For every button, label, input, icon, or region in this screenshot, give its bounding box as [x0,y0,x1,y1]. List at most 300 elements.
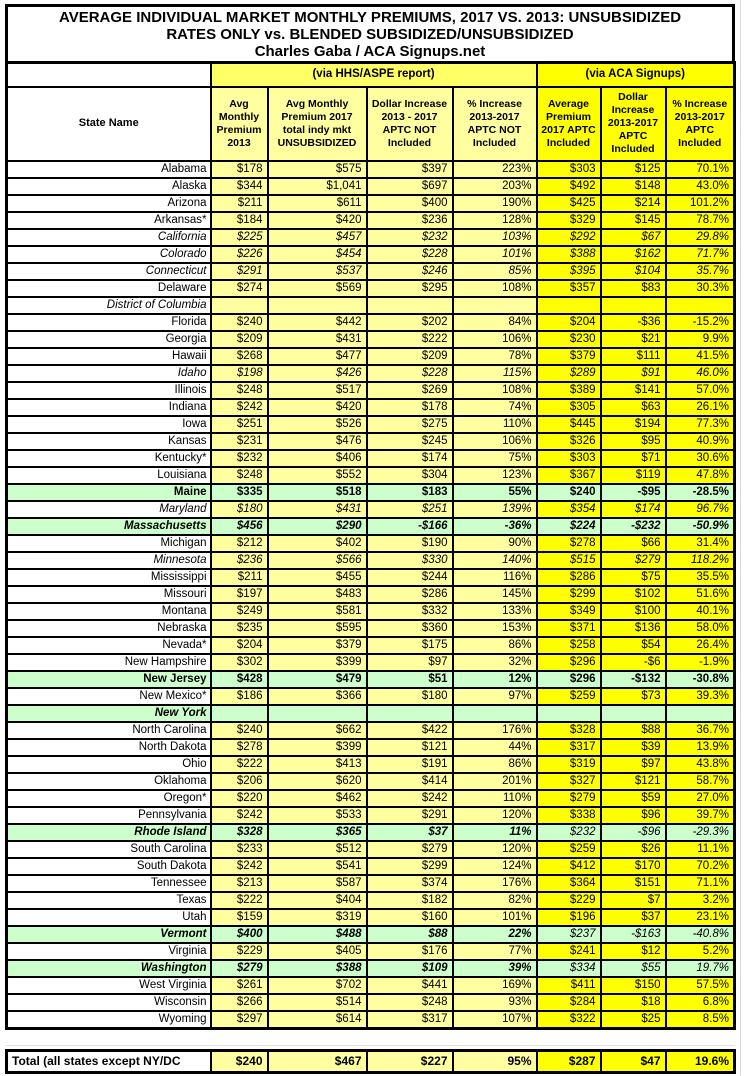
pct-increase-aptc-cell: 39.3% [666,688,735,705]
premium-2017-aptc-cell: $515 [537,552,601,569]
pct-increase-aptc-cell: -40.8% [666,926,735,943]
dollar-increase-aptc-cell: $12 [601,943,666,960]
state-name-cell: Utah [7,909,211,926]
pct-increase-aptc-cell: 30.3% [666,280,735,297]
premium-2013-cell: $240 [211,722,268,739]
state-name-cell: Vermont [7,926,211,943]
pct-increase-aptc-cell: -29.3% [666,824,735,841]
pct-increase-no-aptc-cell: 32% [453,654,537,671]
premium-2017-aptc-cell: $371 [537,620,601,637]
col-header-pct-increase-no-aptc: % Increase 2013-2017 APTC NOT Included [453,87,537,161]
premium-2013-cell: $186 [211,688,268,705]
dollar-increase-no-aptc-cell: $160 [367,909,453,926]
pct-increase-no-aptc-cell: 101% [453,909,537,926]
dollar-increase-no-aptc-cell: $176 [367,943,453,960]
dollar-increase-aptc-cell: $151 [601,875,666,892]
state-name-cell: Florida [7,314,211,331]
premium-2017-unsubsidized-cell: $518 [268,484,367,501]
premium-2017-unsubsidized-cell: $442 [268,314,367,331]
dollar-increase-aptc-cell: $100 [601,603,666,620]
premium-2013-cell: $180 [211,501,268,518]
premium-2017-aptc-cell: $240 [537,484,601,501]
dollar-increase-aptc-cell: $96 [601,807,666,824]
total-pct-increase-no-aptc-cell: 95% [453,1050,537,1072]
state-name-cell: Arkansas* [7,212,211,229]
dollar-increase-aptc-cell: $111 [601,348,666,365]
state-name-cell: Nebraska [7,620,211,637]
dollar-increase-no-aptc-cell: $697 [367,178,453,195]
premium-2017-aptc-cell: $349 [537,603,601,620]
dollar-increase-aptc-cell: -$132 [601,671,666,688]
premium-2017-unsubsidized-cell [268,705,367,722]
state-name-cell: North Dakota [7,739,211,756]
state-name-cell: South Carolina [7,841,211,858]
premium-2013-cell: $178 [211,161,268,178]
premium-2017-unsubsidized-cell: $533 [268,807,367,824]
premium-2017-aptc-cell: $299 [537,586,601,603]
premium-2017-unsubsidized-cell: $455 [268,569,367,586]
table-row [7,909,735,926]
state-name-cell: Montana [7,603,211,620]
dollar-increase-aptc-cell: $174 [601,501,666,518]
pct-increase-aptc-cell: 77.3% [666,416,735,433]
table-row [7,399,735,416]
premium-2013-cell: $266 [211,994,268,1011]
premium-2017-unsubsidized-cell: $620 [268,773,367,790]
table-row [7,960,735,977]
dollar-increase-aptc-cell: -$96 [601,824,666,841]
premium-2017-unsubsidized-cell: $566 [268,552,367,569]
dollar-increase-aptc-cell: $91 [601,365,666,382]
premium-2017-unsubsidized-cell: $569 [268,280,367,297]
pct-increase-no-aptc-cell: 82% [453,892,537,909]
dollar-increase-no-aptc-cell: $242 [367,790,453,807]
dollar-increase-aptc-cell: $71 [601,450,666,467]
premium-2017-aptc-cell: $224 [537,518,601,535]
table-row [7,875,735,892]
pct-increase-no-aptc-cell: 201% [453,773,537,790]
pct-increase-aptc-cell: 31.4% [666,535,735,552]
premium-2013-cell: $198 [211,365,268,382]
premium-2013-cell: $400 [211,926,268,943]
dollar-increase-aptc-cell: -$163 [601,926,666,943]
pct-increase-no-aptc-cell: 124% [453,858,537,875]
state-name-cell: West Virginia [7,977,211,994]
state-name-cell: Hawaii [7,348,211,365]
dollar-increase-no-aptc-cell: $286 [367,586,453,603]
premium-2013-cell: $209 [211,331,268,348]
table-row [7,722,735,739]
premium-2017-unsubsidized-cell: $431 [268,501,367,518]
premium-2017-aptc-cell: $327 [537,773,601,790]
pct-increase-no-aptc-cell: 140% [453,552,537,569]
dollar-increase-no-aptc-cell: $202 [367,314,453,331]
pct-increase-no-aptc-cell: 106% [453,433,537,450]
dollar-increase-aptc-cell: $214 [601,195,666,212]
dollar-increase-aptc-cell: $73 [601,688,666,705]
premium-2017-unsubsidized-cell: $512 [268,841,367,858]
state-name-cell: Kentucky* [7,450,211,467]
premium-2013-cell: $212 [211,535,268,552]
premium-2017-aptc-cell: $317 [537,739,601,756]
dollar-increase-no-aptc-cell [367,297,453,314]
pct-increase-aptc-cell [666,297,735,314]
premium-2017-aptc-cell: $425 [537,195,601,212]
group-header-hhs: (via HHS/ASPE report) [211,63,537,87]
table-row [7,365,735,382]
pct-increase-aptc-cell: 36.7% [666,722,735,739]
pct-increase-no-aptc-cell: 86% [453,637,537,654]
state-name-cell: Rhode Island [7,824,211,841]
premium-2013-cell: $268 [211,348,268,365]
state-name-cell: Iowa [7,416,211,433]
pct-increase-no-aptc-cell: 84% [453,314,537,331]
premium-2013-cell: $231 [211,433,268,450]
table-row [7,161,735,178]
pct-increase-aptc-cell: 71.7% [666,246,735,263]
pct-increase-aptc-cell: 71.1% [666,875,735,892]
dollar-increase-aptc-cell: $21 [601,331,666,348]
dollar-increase-no-aptc-cell: $317 [367,1011,453,1029]
dollar-increase-no-aptc-cell: $374 [367,875,453,892]
title-line-3: Charles Gaba / ACA Signups.net [254,43,486,60]
table-row [7,314,735,331]
premium-2017-aptc-cell [537,297,601,314]
dollar-increase-no-aptc-cell: $228 [367,365,453,382]
table-row [7,994,735,1011]
premium-2017-aptc-cell: $237 [537,926,601,943]
dollar-increase-no-aptc-cell: $121 [367,739,453,756]
dollar-increase-no-aptc-cell: $109 [367,960,453,977]
premium-2017-unsubsidized-cell: $541 [268,858,367,875]
pct-increase-no-aptc-cell: 203% [453,178,537,195]
premium-2017-aptc-cell: $303 [537,161,601,178]
dollar-increase-aptc-cell [601,297,666,314]
premium-2017-aptc-cell: $445 [537,416,601,433]
pct-increase-no-aptc-cell: 93% [453,994,537,1011]
premium-2017-unsubsidized-cell: $483 [268,586,367,603]
pct-increase-aptc-cell: 57.0% [666,382,735,399]
total-row [7,1050,735,1072]
pct-increase-no-aptc-cell: 12% [453,671,537,688]
dollar-increase-aptc-cell: $37 [601,909,666,926]
premium-2017-aptc-cell: $329 [537,212,601,229]
premium-2017-unsubsidized-cell: $402 [268,535,367,552]
pct-increase-no-aptc-cell: 106% [453,331,537,348]
state-name-cell: Alabama [7,161,211,178]
dollar-increase-aptc-cell: $136 [601,620,666,637]
dollar-increase-no-aptc-cell: $330 [367,552,453,569]
dollar-increase-aptc-cell: $54 [601,637,666,654]
premium-2017-aptc-cell: $388 [537,246,601,263]
pct-increase-no-aptc-cell: 153% [453,620,537,637]
premium-2013-cell: $428 [211,671,268,688]
pct-increase-no-aptc-cell: -36% [453,518,537,535]
premium-2017-unsubsidized-cell: $595 [268,620,367,637]
col-header-premium-2017-unsubsidized: Avg Monthly Premium 2017 total indy mkt UNSUBSIDIZED [268,87,367,161]
premium-2013-cell: $248 [211,382,268,399]
table-row [7,229,735,246]
pct-increase-aptc-cell: 101.2% [666,195,735,212]
dollar-increase-aptc-cell: $67 [601,229,666,246]
premium-2017-unsubsidized-cell: $662 [268,722,367,739]
state-name-cell: New Jersey [7,671,211,688]
dollar-increase-aptc-cell: $75 [601,569,666,586]
table-row [7,586,735,603]
state-name-cell: Michigan [7,535,211,552]
premium-2017-aptc-cell: $232 [537,824,601,841]
table-row [7,620,735,637]
table-row [7,501,735,518]
premium-2017-aptc-cell: $379 [537,348,601,365]
pct-increase-no-aptc-cell: 108% [453,280,537,297]
premium-2017-aptc-cell: $296 [537,671,601,688]
state-name-cell: Alaska [7,178,211,195]
dollar-increase-no-aptc-cell: $191 [367,756,453,773]
table-row [7,858,735,875]
pct-increase-aptc-cell: 41.5% [666,348,735,365]
table-row [7,331,735,348]
table-row [7,756,735,773]
pct-increase-aptc-cell: 26.4% [666,637,735,654]
premium-2013-cell: $206 [211,773,268,790]
table-row [7,892,735,909]
premium-2013-cell: $213 [211,875,268,892]
premium-2017-unsubsidized-cell: $614 [268,1011,367,1029]
pct-increase-no-aptc-cell: 103% [453,229,537,246]
pct-increase-aptc-cell: 40.1% [666,603,735,620]
state-name-cell: Oklahoma [7,773,211,790]
state-name-cell: Idaho [7,365,211,382]
column-header-row [7,87,735,161]
pct-increase-aptc-cell: 29.8% [666,229,735,246]
pct-increase-aptc-cell: 8.5% [666,1011,735,1029]
premium-2017-aptc-cell [537,705,601,722]
premium-2013-cell: $456 [211,518,268,535]
table-row [7,977,735,994]
table-row [7,297,735,314]
premium-2017-unsubsidized-cell: $404 [268,892,367,909]
pct-increase-aptc-cell: 58.7% [666,773,735,790]
premium-2017-unsubsidized-cell: $413 [268,756,367,773]
premium-2017-unsubsidized-cell: $457 [268,229,367,246]
state-name-cell: New Hampshire [7,654,211,671]
state-name-cell: District of Columbia [7,297,211,314]
dollar-increase-no-aptc-cell: $236 [367,212,453,229]
premium-2013-cell: $278 [211,739,268,756]
premium-2017-unsubsidized-cell: $454 [268,246,367,263]
table-row [7,467,735,484]
premium-2013-cell: $204 [211,637,268,654]
table-row [7,943,735,960]
dollar-increase-no-aptc-cell: $291 [367,807,453,824]
table-row [7,433,735,450]
premium-2017-unsubsidized-cell: $399 [268,739,367,756]
total-dollar-increase-aptc-cell: $47 [601,1050,666,1072]
pct-increase-no-aptc-cell: 107% [453,1011,537,1029]
state-name-cell: Nevada* [7,637,211,654]
premium-2017-aptc-cell: $326 [537,433,601,450]
col-header-state-name: State Name [7,87,211,161]
dollar-increase-aptc-cell: $63 [601,399,666,416]
state-name-cell: Ohio [7,756,211,773]
dollar-increase-no-aptc-cell: $88 [367,926,453,943]
premium-2013-cell: $274 [211,280,268,297]
dollar-increase-no-aptc-cell: $228 [367,246,453,263]
pct-increase-no-aptc-cell: 139% [453,501,537,518]
pct-increase-no-aptc-cell: 190% [453,195,537,212]
pct-increase-aptc-cell: 40.9% [666,433,735,450]
dollar-increase-aptc-cell: $121 [601,773,666,790]
col-header-premium-2013: Avg Monthly Premium 2013 [211,87,268,161]
table-row [7,841,735,858]
pct-increase-aptc-cell: 57.5% [666,977,735,994]
pct-increase-aptc-cell: -28.5% [666,484,735,501]
table-row [7,654,735,671]
dollar-increase-aptc-cell: -$6 [601,654,666,671]
premium-2013-cell: $248 [211,467,268,484]
premium-2017-unsubsidized-cell: $537 [268,263,367,280]
dollar-increase-no-aptc-cell: $275 [367,416,453,433]
dollar-increase-no-aptc-cell: $299 [367,858,453,875]
premium-2013-cell: $251 [211,416,268,433]
dollar-increase-aptc-cell: $39 [601,739,666,756]
dollar-increase-aptc-cell [601,705,666,722]
pct-increase-aptc-cell: 6.8% [666,994,735,1011]
premium-2017-unsubsidized-cell: $514 [268,994,367,1011]
total-dollar-increase-no-aptc-cell: $227 [367,1050,453,1072]
col-header-dollar-increase-aptc: Dollar Increase 2013-2017 APTC Included [601,87,666,161]
table-row [7,603,735,620]
total-premium-2017-aptc-cell: $287 [537,1050,601,1072]
state-name-cell: Arizona [7,195,211,212]
table-row [7,824,735,841]
pct-increase-no-aptc-cell: 128% [453,212,537,229]
premium-2017-aptc-cell: $279 [537,790,601,807]
total-premium-2013-cell: $240 [211,1050,268,1072]
premium-2013-cell: $335 [211,484,268,501]
dollar-increase-aptc-cell: $125 [601,161,666,178]
premium-2017-aptc-cell: $259 [537,841,601,858]
dollar-increase-aptc-cell: $104 [601,263,666,280]
pct-increase-aptc-cell: 118.2% [666,552,735,569]
table-row [7,382,735,399]
premium-2017-unsubsidized-cell: $426 [268,365,367,382]
premium-2013-cell: $220 [211,790,268,807]
premium-2013-cell: $222 [211,756,268,773]
premium-2017-aptc-cell: $334 [537,960,601,977]
col-header-dollar-increase-no-aptc: Dollar Increase 2013 - 2017 APTC NOT Included [367,87,453,161]
pct-increase-aptc-cell: 9.9% [666,331,735,348]
table-row [7,739,735,756]
dollar-increase-aptc-cell: $279 [601,552,666,569]
dollar-increase-no-aptc-cell: $269 [367,382,453,399]
premium-2017-unsubsidized-cell: $388 [268,960,367,977]
table-row [7,178,735,195]
pct-increase-no-aptc-cell: 115% [453,365,537,382]
pct-increase-no-aptc-cell: 110% [453,416,537,433]
premium-2013-cell [211,297,268,314]
pct-increase-no-aptc-cell: 75% [453,450,537,467]
premium-2017-aptc-cell: $204 [537,314,601,331]
dollar-increase-no-aptc-cell: $441 [367,977,453,994]
pct-increase-no-aptc-cell: 77% [453,943,537,960]
state-name-cell: Delaware [7,280,211,297]
pct-increase-aptc-cell: 35.5% [666,569,735,586]
premium-2017-unsubsidized-cell: $476 [268,433,367,450]
premium-2013-cell: $328 [211,824,268,841]
pct-increase-aptc-cell: 70.1% [666,161,735,178]
premium-2017-unsubsidized-cell: $611 [268,195,367,212]
dollar-increase-no-aptc-cell: $180 [367,688,453,705]
pct-increase-no-aptc-cell: 101% [453,246,537,263]
dollar-increase-aptc-cell: $18 [601,994,666,1011]
dollar-increase-aptc-cell: $83 [601,280,666,297]
state-name-cell: Wisconsin [7,994,211,1011]
pct-increase-aptc-cell: 27.0% [666,790,735,807]
premium-2013-cell: $233 [211,841,268,858]
premium-2017-aptc-cell: $258 [537,637,601,654]
dollar-increase-aptc-cell: $26 [601,841,666,858]
state-name-cell: Oregon* [7,790,211,807]
premium-2013-cell: $222 [211,892,268,909]
state-name-cell: Mississippi [7,569,211,586]
pct-increase-no-aptc-cell: 116% [453,569,537,586]
dollar-increase-aptc-cell: $95 [601,433,666,450]
premium-2017-unsubsidized-cell [268,297,367,314]
premium-2017-aptc-cell: $229 [537,892,601,909]
premium-2017-unsubsidized-cell: $319 [268,909,367,926]
table-row [7,263,735,280]
state-name-cell: Massachusetts [7,518,211,535]
premium-2013-cell: $226 [211,246,268,263]
pct-increase-aptc-cell: -15.2% [666,314,735,331]
total-pct-increase-aptc-cell: 19.6% [666,1050,735,1072]
premium-2017-aptc-cell: $259 [537,688,601,705]
premium-2013-cell: $184 [211,212,268,229]
pct-increase-aptc-cell: 96.7% [666,501,735,518]
dollar-increase-no-aptc-cell: $400 [367,195,453,212]
state-name-cell: Colorado [7,246,211,263]
pct-increase-aptc-cell: 23.1% [666,909,735,926]
pct-increase-no-aptc-cell: 44% [453,739,537,756]
pct-increase-aptc-cell: 19.7% [666,960,735,977]
premium-2017-unsubsidized-cell: $365 [268,824,367,841]
pct-increase-aptc-cell: 58.0% [666,620,735,637]
dollar-increase-aptc-cell: $7 [601,892,666,909]
premium-2013-cell: $229 [211,943,268,960]
premium-2017-unsubsidized-cell: $575 [268,161,367,178]
state-name-cell: California [7,229,211,246]
premium-2017-aptc-cell: $412 [537,858,601,875]
state-name-cell: North Carolina [7,722,211,739]
premium-2017-unsubsidized-cell: $420 [268,212,367,229]
premium-2017-aptc-cell: $296 [537,654,601,671]
state-name-cell: Minnesota [7,552,211,569]
premium-2017-aptc-cell: $367 [537,467,601,484]
premium-2013-cell: $225 [211,229,268,246]
pct-increase-no-aptc-cell: 22% [453,926,537,943]
premium-2013-cell: $235 [211,620,268,637]
dollar-increase-no-aptc-cell: $190 [367,535,453,552]
dollar-increase-no-aptc-cell [367,705,453,722]
dollar-increase-aptc-cell: $59 [601,790,666,807]
table-row [7,926,735,943]
dollar-increase-no-aptc-cell: $295 [367,280,453,297]
table-row [7,246,735,263]
premium-2017-aptc-cell: $289 [537,365,601,382]
pct-increase-aptc-cell: 51.6% [666,586,735,603]
